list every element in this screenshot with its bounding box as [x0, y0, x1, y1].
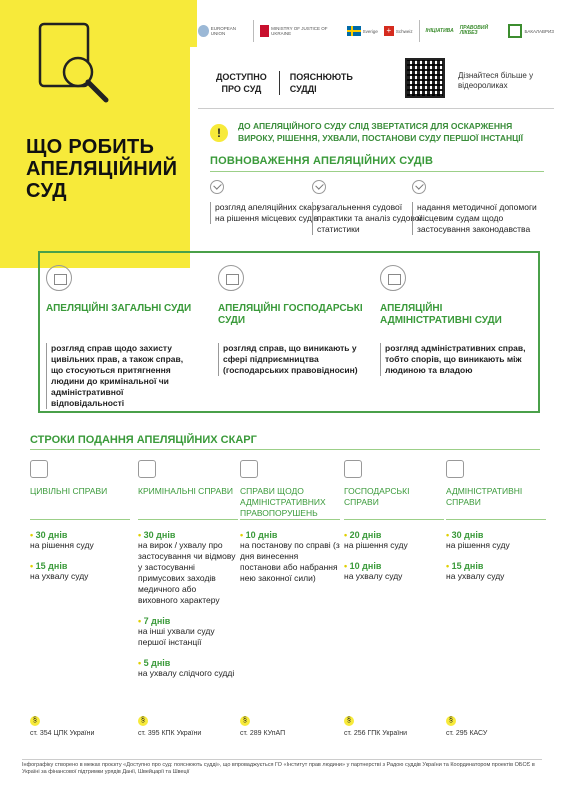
logo-ministry: MINISTRY OF JUSTICE OF UKRAINE: [260, 25, 340, 37]
law-reference: § ст. 295 КАСУ: [446, 717, 488, 737]
campaign-banner: [216, 66, 353, 100]
paragraph-icon: §: [240, 716, 250, 726]
court-administrative: АПЕЛЯЦІЙНІ АДМІНІСТРАТИВНІ СУДИ розгляд адміністративних справ, тобто спорів, що виникають між людиною та владою: [380, 265, 530, 376]
power-item: розгляд апеляційних скарг на рішення місцевих судів: [210, 180, 320, 224]
handcuffs-icon: [138, 460, 156, 478]
deadline-item: • 20 днів на рішення суду: [344, 530, 444, 551]
powers-underline: [210, 171, 544, 172]
deadline-item: • 7 днів на інші ухвали суду першої інстанції: [138, 616, 238, 648]
check-icon: [412, 180, 426, 194]
paragraph-icon: §: [446, 716, 456, 726]
law-reference: § ст. 395 КПК України: [138, 717, 202, 737]
court-commercial: АПЕЛЯЦІЙНІ ГОСПОДАРСЬКІ СУДИ розгляд справ, що виникають у сфері підприємництва (господарських правовідносин): [218, 265, 368, 376]
house-icon: [30, 460, 48, 478]
deadline-item: • 10 днів на постанову по справі (з дня винесення постанови або набрання нею законної сили): [240, 530, 340, 584]
divider: [198, 108, 554, 109]
logo-initiative: ІНІЦІАТИВА: [425, 27, 454, 34]
deadlines-underline: [30, 449, 540, 450]
document-icon: [240, 460, 258, 478]
law-reference: § ст. 256 ГПК України: [344, 717, 407, 737]
yellow-strip: [190, 0, 197, 47]
deadline-item: • 30 днів на вирок / ухвалу про застосування чи відмову у застосуванні примусових заходів медичного або виховного характеру: [138, 530, 238, 606]
exclamation-icon: !: [210, 124, 228, 142]
partner-logos: [198, 16, 554, 46]
paragraph-icon: §: [344, 716, 354, 726]
campaign-right-line2: СУДДІ: [289, 84, 317, 94]
campaign-left-line2: ПРО СУД: [221, 84, 262, 94]
deadlines-title: СТРОКИ ПОДАННЯ АПЕЛЯЦІЙНИХ СКАРГ: [30, 434, 257, 446]
deadline-item: • 10 днів на ухвалу суду: [344, 561, 444, 582]
law-reference: § ст. 354 ЦПК України: [30, 717, 95, 737]
deadline-column-criminal: КРИМІНАЛЬНІ СПРАВИ • 30 днів на вирок / ухвалу про застосування чи відмову у застосуванні примусових заходів медичного або виховного характеру • 7 днів на інші ухвали суду першої інстанції • 5 днів на ухвалу слідчого судді: [138, 460, 238, 679]
paragraph-icon: §: [30, 716, 40, 726]
check-icon: [312, 180, 326, 194]
deadline-item: • 30 днів на рішення суду: [446, 530, 546, 551]
logo-legal-likbez: ПРАВОВИЙ ЛІКБЕЗ: [459, 25, 489, 36]
deadline-column-admin-offenses: СПРАВИ ЩОДО АДМІНІСТРАТИВНИХ ПРАВОПОРУШЕНЬ • 10 днів на постанову по справі (з дня винесення постанови або набрання нею законної сили): [240, 460, 340, 584]
logo-bakalavryz: БАКАЛАВРИЗ: [508, 24, 554, 38]
qr-caption: Дізнайтеся більше у відеороликах: [458, 71, 534, 90]
deadline-item: • 15 днів на ухвалу суду: [446, 561, 546, 582]
check-icon: [210, 180, 224, 194]
campaign-right-line1: ПОЯСНЮЮТЬ: [289, 72, 353, 82]
footer-credits: Інфографіку створено в межах проєкту «Доступно про суд: пояснюють судді», що впроваджується ГО «Інститут прав людини» у партнерстві з Радою суддів України та Координатором проектів ОБСЄ в Україні за фінансової підтримки урядів Данії, Швейцарії та Швеції: [22, 759, 542, 776]
cart-icon: [218, 265, 244, 291]
deadline-column-commercial: ГОСПОДАРСЬКІ СПРАВИ • 20 днів на рішення суду • 10 днів на ухвалу суду: [344, 460, 444, 582]
powers-title: ПОВНОВАЖЕННЯ АПЕЛЯЦІЙНИХ СУДІВ: [210, 155, 434, 167]
sofa-icon: [380, 265, 406, 291]
qr-code[interactable]: [405, 58, 445, 98]
deadline-item: • 15 днів на ухвалу суду: [30, 561, 130, 582]
page-title: ЩО РОБИТЬ АПЕЛЯЦІЙНИЙ СУД: [26, 136, 178, 202]
deadline-item: • 5 днів на ухвалу слідчого судді: [138, 658, 238, 679]
campaign-left-line1: ДОСТУПНО: [216, 72, 267, 82]
deadline-column-civil: ЦИВІЛЬНІ СПРАВИ • 30 днів на рішення суду • 15 днів на ухвалу суду: [30, 460, 130, 582]
house-icon: [46, 265, 72, 291]
logo-eu: EUROPEAN UNION: [198, 25, 247, 37]
document-search-icon: [26, 18, 116, 118]
law-reference: § ст. 289 КУпАП: [240, 717, 286, 737]
sofa-icon: [446, 460, 464, 478]
court-general: АПЕЛЯЦІЙНІ ЗАГАЛЬНІ СУДИ розгляд справ щодо захисту цивільних прав, а також справ, що стосуються притягнення людини до кримінальної чи адміністративної відповідальності: [46, 265, 196, 409]
deadline-item: • 30 днів на рішення суду: [30, 530, 130, 551]
power-item: узагальнення судової практики та аналіз судової статистики: [312, 180, 422, 235]
cart-icon: [344, 460, 362, 478]
logo-switzerland: + Schweiz: [384, 26, 413, 36]
power-item: надання методичної допомоги місцевим судам щодо застосування законодавства: [412, 180, 540, 235]
notice-text: ДО АПЕЛЯЦІЙНОГО СУДУ СЛІД ЗВЕРТАТИСЯ ДЛЯ ОСКАРЖЕННЯ ВИРОКУ, РІШЕННЯ, УХВАЛИ, ПОСТАНОВИ СУДУ ПЕРШОЇ ІНСТАНЦІЇ: [238, 121, 524, 143]
paragraph-icon: §: [138, 716, 148, 726]
deadline-column-administrative: АДМІНІСТРАТИВНІ СПРАВИ • 30 днів на рішення суду • 15 днів на ухвалу суду: [446, 460, 546, 582]
logo-sweden: Sverige: [347, 26, 378, 36]
